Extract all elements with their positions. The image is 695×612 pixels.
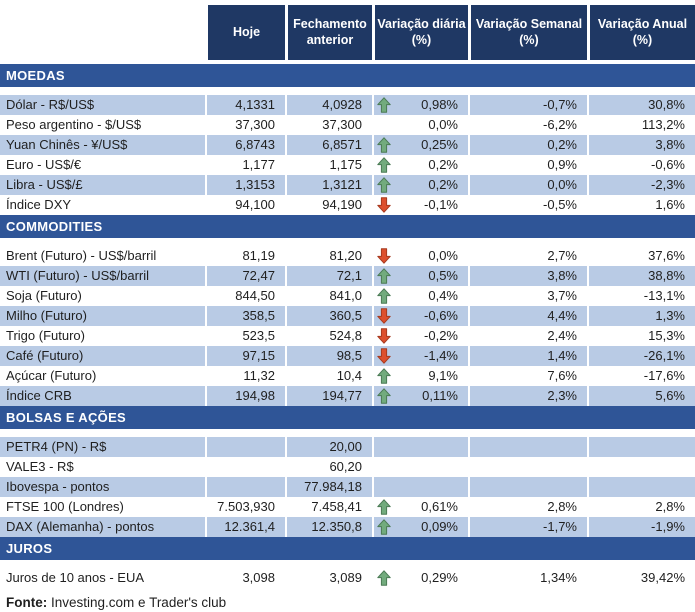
daily-variation-value: 0,4%	[428, 288, 458, 303]
cell-annual-variation: -2,3%	[587, 175, 695, 195]
table-header-row	[0, 5, 695, 60]
cell-previous-close: 1,175	[285, 155, 372, 175]
down-arrow-icon	[377, 328, 391, 344]
table-row	[0, 155, 695, 175]
cell-weekly-variation: 2,3%	[468, 386, 587, 406]
cell-previous-close: 12.350,8	[285, 517, 372, 537]
cell-previous-close: 360,5	[285, 306, 372, 326]
cell-previous-close: 72,1	[285, 266, 372, 286]
up-arrow-icon	[377, 388, 391, 404]
cell-weekly-variation: 4,4%	[468, 306, 587, 326]
cell-annual-variation: -26,1%	[587, 346, 695, 366]
cell-previous-close: 841,0	[285, 286, 372, 306]
header-corner-blank	[0, 5, 205, 60]
up-arrow-icon	[377, 519, 391, 535]
row-label: VALE3 - R$	[0, 457, 205, 477]
cell-weekly-variation: -6,2%	[468, 115, 587, 135]
cell-daily-variation	[372, 477, 468, 497]
section-header-2: BOLSAS E AÇÕES	[0, 406, 695, 429]
cell-weekly-variation: -1,7%	[468, 517, 587, 537]
daily-variation-value: 0,11%	[422, 388, 458, 403]
row-label: Peso argentino - $/US$	[0, 115, 205, 135]
cell-annual-variation: 2,8%	[587, 497, 695, 517]
daily-variation-value: 0,2%	[428, 177, 458, 192]
cell-hoje: 37,300	[205, 115, 285, 135]
cell-weekly-variation	[468, 457, 587, 477]
cell-previous-close: 10,4	[285, 366, 372, 386]
cell-daily-variation	[372, 346, 468, 366]
row-label: Soja (Futuro)	[0, 286, 205, 306]
cell-weekly-variation: 0,9%	[468, 155, 587, 175]
cell-daily-variation	[372, 195, 468, 215]
row-label: Brent (Futuro) - US$/barril	[0, 246, 205, 266]
cell-daily-variation	[372, 386, 468, 406]
table-row	[0, 366, 695, 386]
row-label: Juros de 10 anos - EUA	[0, 568, 205, 588]
cell-previous-close: 60,20	[285, 457, 372, 477]
cell-annual-variation: -17,6%	[587, 366, 695, 386]
cell-annual-variation: 113,2%	[587, 115, 695, 135]
cell-annual-variation	[587, 477, 695, 497]
up-arrow-icon	[377, 268, 391, 284]
row-label: Trigo (Futuro)	[0, 326, 205, 346]
cell-hoje: 12.361,4	[205, 517, 285, 537]
down-arrow-icon	[377, 248, 391, 264]
section-header-0: MOEDAS	[0, 64, 695, 87]
row-label: Milho (Futuro)	[0, 306, 205, 326]
column-header-variacao-anual: Variação Anual (%)	[587, 5, 695, 60]
cell-previous-close: 6,8571	[285, 135, 372, 155]
table-body	[0, 64, 695, 588]
cell-daily-variation	[372, 95, 468, 115]
table-row	[0, 286, 695, 306]
cell-weekly-variation	[468, 477, 587, 497]
cell-annual-variation: 1,3%	[587, 306, 695, 326]
cell-daily-variation	[372, 366, 468, 386]
column-header-variacao-semanal: Variação Semanal (%)	[468, 5, 587, 60]
cell-previous-close: 1,3121	[285, 175, 372, 195]
row-label: Índice DXY	[0, 195, 205, 215]
table-row	[0, 175, 695, 195]
cell-annual-variation	[587, 437, 695, 457]
row-label: Café (Futuro)	[0, 346, 205, 366]
cell-previous-close: 94,190	[285, 195, 372, 215]
daily-variation-value: 0,09%	[421, 519, 458, 534]
source-label: Fonte:	[6, 595, 48, 610]
section-header-1: COMMODITIES	[0, 215, 695, 238]
table-row	[0, 195, 695, 215]
daily-variation-value: 0,0%	[428, 248, 458, 263]
section-spacer	[0, 238, 695, 246]
table-row	[0, 477, 695, 497]
up-arrow-icon	[377, 137, 391, 153]
down-arrow-icon	[377, 197, 391, 213]
cell-hoje: 81,19	[205, 246, 285, 266]
cell-hoje: 97,15	[205, 346, 285, 366]
cell-hoje	[205, 457, 285, 477]
row-label: Euro - US$/€	[0, 155, 205, 175]
daily-variation-value: -1,4%	[424, 348, 458, 363]
cell-hoje	[205, 477, 285, 497]
cell-previous-close: 7.458,41	[285, 497, 372, 517]
cell-hoje: 844,50	[205, 286, 285, 306]
cell-hoje: 194,98	[205, 386, 285, 406]
cell-daily-variation	[372, 517, 468, 537]
column-header-variacao-diaria: Variação diária (%)	[372, 5, 468, 60]
cell-annual-variation: 38,8%	[587, 266, 695, 286]
daily-variation-value: -0,2%	[424, 328, 458, 343]
daily-variation-value: -0,6%	[424, 308, 458, 323]
up-arrow-icon	[377, 177, 391, 193]
daily-variation-value: 9,1%	[428, 368, 458, 383]
row-label: FTSE 100 (Londres)	[0, 497, 205, 517]
table-row	[0, 115, 695, 135]
cell-weekly-variation: 1,34%	[468, 568, 587, 588]
cell-annual-variation: -1,9%	[587, 517, 695, 537]
cell-hoje: 6,8743	[205, 135, 285, 155]
row-label: WTI (Futuro) - US$/barril	[0, 266, 205, 286]
cell-daily-variation	[372, 175, 468, 195]
daily-variation-value: 0,2%	[428, 157, 458, 172]
row-label: Açúcar (Futuro)	[0, 366, 205, 386]
cell-annual-variation: 15,3%	[587, 326, 695, 346]
table-row	[0, 346, 695, 366]
row-label: Dólar - R$/US$	[0, 95, 205, 115]
cell-previous-close: 3,089	[285, 568, 372, 588]
cell-previous-close: 77.984,18	[285, 477, 372, 497]
cell-annual-variation: -13,1%	[587, 286, 695, 306]
cell-weekly-variation: 0,0%	[468, 175, 587, 195]
up-arrow-icon	[377, 368, 391, 384]
cell-daily-variation	[372, 457, 468, 477]
table-row	[0, 326, 695, 346]
cell-daily-variation	[372, 135, 468, 155]
cell-weekly-variation: 2,7%	[468, 246, 587, 266]
cell-hoje: 1,3153	[205, 175, 285, 195]
cell-hoje: 1,177	[205, 155, 285, 175]
cell-daily-variation	[372, 155, 468, 175]
cell-hoje: 523,5	[205, 326, 285, 346]
cell-hoje: 11,32	[205, 366, 285, 386]
source-note	[0, 595, 695, 610]
cell-annual-variation: -0,6%	[587, 155, 695, 175]
cell-hoje: 358,5	[205, 306, 285, 326]
row-label: PETR4 (PN) - R$	[0, 437, 205, 457]
cell-previous-close: 98,5	[285, 346, 372, 366]
cell-daily-variation	[372, 266, 468, 286]
cell-annual-variation: 37,6%	[587, 246, 695, 266]
cell-annual-variation	[587, 457, 695, 477]
row-label: Yuan Chinês - ¥/US$	[0, 135, 205, 155]
cell-hoje: 7.503,930	[205, 497, 285, 517]
cell-weekly-variation: 3,7%	[468, 286, 587, 306]
cell-weekly-variation: 7,6%	[468, 366, 587, 386]
cell-daily-variation	[372, 246, 468, 266]
cell-annual-variation: 1,6%	[587, 195, 695, 215]
cell-daily-variation	[372, 306, 468, 326]
row-label: Ibovespa - pontos	[0, 477, 205, 497]
table-row	[0, 95, 695, 115]
up-arrow-icon	[377, 499, 391, 515]
cell-hoje: 72,47	[205, 266, 285, 286]
table-row	[0, 437, 695, 457]
section-spacer	[0, 87, 695, 95]
cell-daily-variation	[372, 115, 468, 135]
up-arrow-icon	[377, 570, 391, 586]
cell-annual-variation: 30,8%	[587, 95, 695, 115]
cell-hoje: 4,1331	[205, 95, 285, 115]
cell-previous-close: 194,77	[285, 386, 372, 406]
cell-previous-close: 81,20	[285, 246, 372, 266]
cell-weekly-variation: -0,5%	[468, 195, 587, 215]
cell-daily-variation	[372, 286, 468, 306]
cell-weekly-variation: 0,2%	[468, 135, 587, 155]
daily-variation-value: 0,29%	[421, 570, 458, 585]
section-spacer	[0, 429, 695, 437]
daily-variation-value: 0,61%	[421, 499, 458, 514]
daily-variation-value: -0,1%	[424, 197, 458, 212]
column-header-hoje: Hoje	[205, 5, 285, 60]
cell-previous-close: 4,0928	[285, 95, 372, 115]
daily-variation-value: 0,5%	[428, 268, 458, 283]
cell-daily-variation	[372, 437, 468, 457]
table-row	[0, 246, 695, 266]
table-row	[0, 568, 695, 588]
up-arrow-icon	[377, 288, 391, 304]
section-header-3: JUROS	[0, 537, 695, 560]
daily-variation-value: 0,0%	[428, 117, 458, 132]
up-arrow-icon	[377, 157, 391, 173]
table-row	[0, 457, 695, 477]
down-arrow-icon	[377, 308, 391, 324]
cell-weekly-variation: 3,8%	[468, 266, 587, 286]
cell-previous-close: 37,300	[285, 115, 372, 135]
cell-weekly-variation: -0,7%	[468, 95, 587, 115]
cell-annual-variation: 39,42%	[587, 568, 695, 588]
table-row	[0, 497, 695, 517]
up-arrow-icon	[377, 97, 391, 113]
daily-variation-value: 0,25%	[421, 137, 458, 152]
table-row	[0, 386, 695, 406]
table-row	[0, 266, 695, 286]
table-row	[0, 517, 695, 537]
down-arrow-icon	[377, 348, 391, 364]
column-header-fechamento: Fechamento anterior	[285, 5, 372, 60]
cell-hoje: 94,100	[205, 195, 285, 215]
row-label: DAX (Alemanha) - pontos	[0, 517, 205, 537]
row-label: Índice CRB	[0, 386, 205, 406]
cell-annual-variation: 5,6%	[587, 386, 695, 406]
daily-variation-value: 0,98%	[421, 97, 458, 112]
cell-hoje: 3,098	[205, 568, 285, 588]
cell-weekly-variation: 1,4%	[468, 346, 587, 366]
section-spacer	[0, 560, 695, 568]
table-row	[0, 135, 695, 155]
cell-weekly-variation	[468, 437, 587, 457]
cell-weekly-variation: 2,4%	[468, 326, 587, 346]
cell-hoje	[205, 437, 285, 457]
cell-daily-variation	[372, 326, 468, 346]
cell-annual-variation: 3,8%	[587, 135, 695, 155]
cell-daily-variation	[372, 568, 468, 588]
cell-previous-close: 20,00	[285, 437, 372, 457]
cell-previous-close: 524,8	[285, 326, 372, 346]
cell-weekly-variation: 2,8%	[468, 497, 587, 517]
cell-daily-variation	[372, 497, 468, 517]
source-text: Investing.com e Trader's club	[51, 595, 227, 610]
table-row	[0, 306, 695, 326]
row-label: Libra - US$/£	[0, 175, 205, 195]
